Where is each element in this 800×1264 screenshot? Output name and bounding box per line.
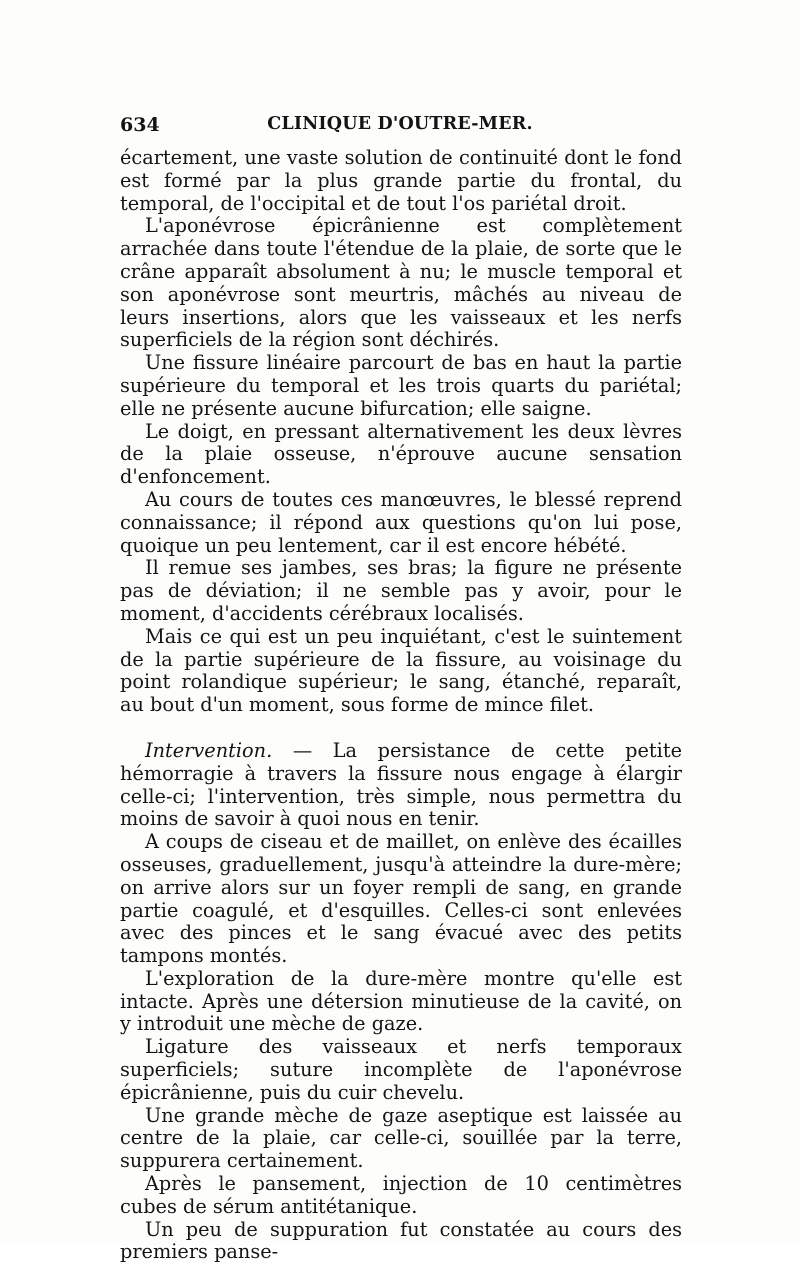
paragraph-continued: écartement, une vaste solution de continuité dont le fond est formé par la plus grande partie du frontal, du temporal, de l'occipital et de tout l'os pariétal droit.: [120, 146, 682, 215]
running-head: [120, 114, 680, 140]
paragraph: L'aponévrose épicrânienne est complètement arrachée dans toute l'étendue de la plaie, de sorte que le crâne apparaît absolument à nu; le muscle temporal et son aponévrose sont meurtris, mâchés au niveau de leurs insertions, alors que les vaisseaux et les nerfs superficiels de la région sont déchirés.: [120, 214, 682, 352]
paragraph: Au cours de toutes ces manœuvres, le blessé reprend connaissance; il répond aux questions qu'on lui pose, quoique un peu lentement, car il est encore hébété.: [120, 487, 682, 557]
paragraph: L'exploration de la dure-mère montre qu'elle est intacte. Après une détersion minutieuse de la cavité, on y introduit une mèche de gaze.: [120, 966, 682, 1036]
paragraph: Le doigt, en pressant alternativement les deux lèvres de la plaie osseuse, n'éprouve aucune sensation d'enfoncement.: [120, 419, 682, 489]
section-break: [120, 717, 682, 740]
intervention-text: — La persistance de cette petite hémorragie à travers la fissure nous engage à élargir celle-ci; l'intervention, très simple, nous permettra du moins de savoir à quoi nous en tenir.: [120, 738, 682, 831]
paragraph: Après le pansement, injection de 10 centimètres cubes de sérum antitétanique.: [120, 1172, 682, 1218]
section-title: Intervention.: [145, 738, 273, 762]
paragraph: Une fissure linéaire parcourt de bas en haut la partie supérieure du temporal et les trois quarts du pariétal; elle ne présente aucune bifurcation; elle saigne.: [120, 351, 682, 420]
paragraph: Mais ce qui est un peu inquiétant, c'est le suintement de la partie supérieure de la fissure, au voisinage du point rolandique supérieur; le sang, étanché, reparaît, au bout d'un moment, sous forme de mince filet.: [120, 624, 682, 717]
paragraph-last: Un peu de suppuration fut constatée au cours des premiers panse-: [120, 1217, 682, 1264]
running-title: CLINIQUE D'OUTRE-MER.: [267, 114, 533, 134]
paragraph: Une grande mèche de gaze aseptique est laissée au centre de la plaie, car celle-ci, souillée par la terre, suppurera certainement.: [120, 1103, 682, 1173]
paragraph: Il remue ses jambes, ses bras; la figure ne présente pas de déviation; il ne semble pas y avoir, pour le moment, d'accidents cérébraux localisés.: [120, 556, 682, 625]
body-text: [120, 147, 682, 1264]
paragraph: Ligature des vaisseaux et nerfs temporaux superficiels; suture incomplète de l'aponévrose épicrânienne, puis du cuir chevelu.: [120, 1035, 682, 1104]
page-number: 634: [120, 114, 160, 136]
intervention-paragraph: [120, 740, 682, 831]
paragraph: A coups de ciseau et de maillet, on enlève des écailles osseuses, graduellement, jusqu'à atteindre la dure-mère; on arrive alors sur un foyer rempli de sang, en grande partie coagulé, et d'esquilles. Celles-ci sont enlevées avec des pinces et le sang évacué avec des petits tampons montés.: [120, 830, 682, 968]
